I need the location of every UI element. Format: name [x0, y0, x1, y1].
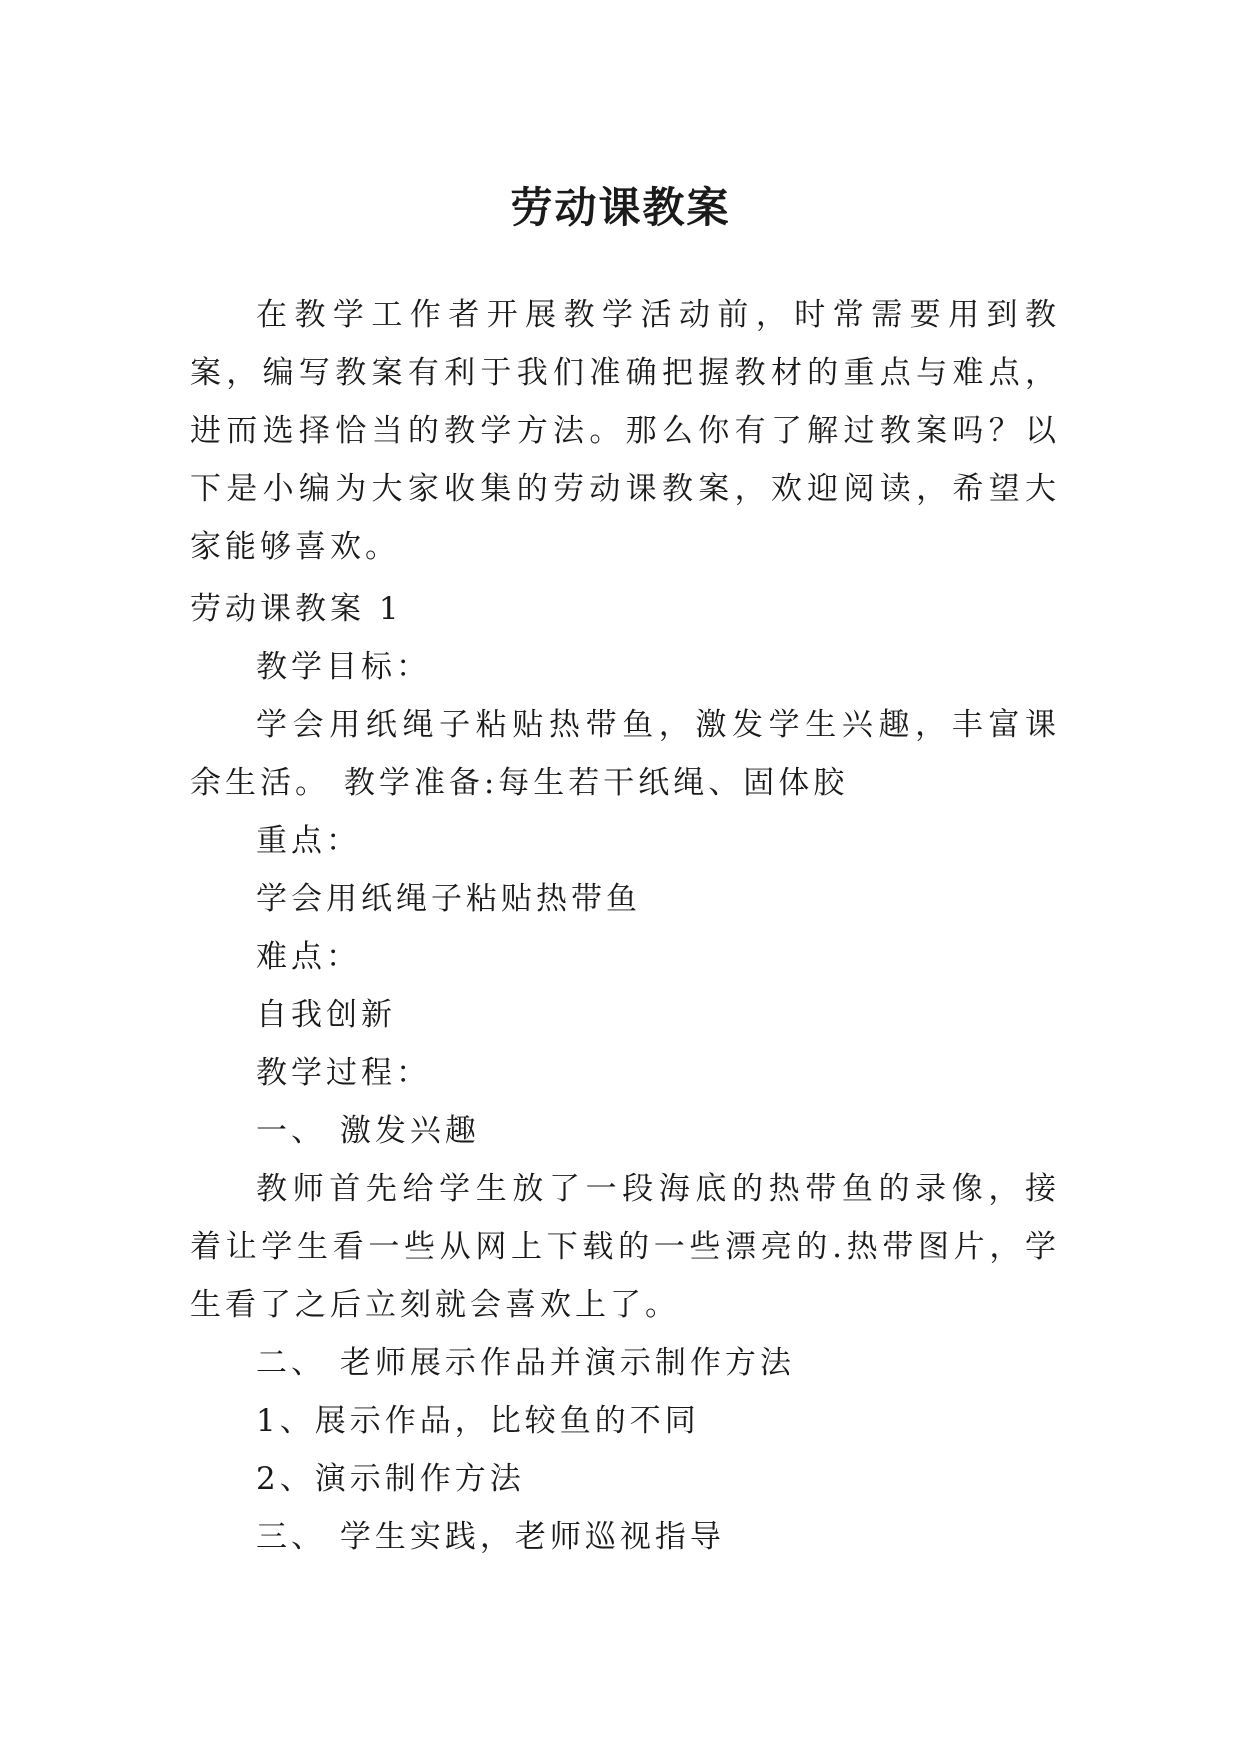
step-two-item-2: 2、演示制作方法: [256, 1461, 525, 1497]
section-heading: 劳动课教案 1: [190, 591, 403, 627]
teaching-goal-text: 学会用纸绳子粘贴热带鱼，激发学生兴趣，丰富课余生活。 教学准备:每生若干纸绳、固体胶: [190, 707, 1060, 801]
step-one-heading: 一、 激发兴趣: [256, 1113, 480, 1149]
step-two-heading: 二、 老师展示作品并演示制作方法: [256, 1345, 795, 1381]
step-two-item-1: 1、展示作品，比较鱼的不同: [256, 1403, 700, 1439]
key-point-text: 学会用纸绳子粘贴热带鱼: [256, 881, 641, 917]
step-three-heading: 三、 学生实践，老师巡视指导: [256, 1519, 725, 1555]
teaching-goal-label: 教学目标：: [256, 649, 431, 685]
key-point-label: 重点：: [256, 823, 361, 859]
section-1: [190, 580, 1060, 1566]
difficulty-label: 难点：: [256, 939, 361, 975]
intro-paragraph: 在教学工作者开展教学活动前，时常需要用到教案，编写教案有利于我们准确把握教材的重点与难点，进而选择恰当的教学方法。那么你有了解过教案吗？以下是小编为大家收集的劳动课教案，欢迎阅读，希望大家能够喜欢。: [190, 297, 1060, 565]
difficulty-text: 自我创新: [256, 997, 396, 1033]
process-label: 教学过程：: [256, 1055, 431, 1091]
step-one-text: 教师首先给学生放了一段海底的热带鱼的录像，接着让学生看一些从网上下载的一些漂亮的.热带图片，学生看了之后立刻就会喜欢上了。: [190, 1171, 1060, 1323]
document-title: 劳动课教案: [510, 183, 731, 233]
